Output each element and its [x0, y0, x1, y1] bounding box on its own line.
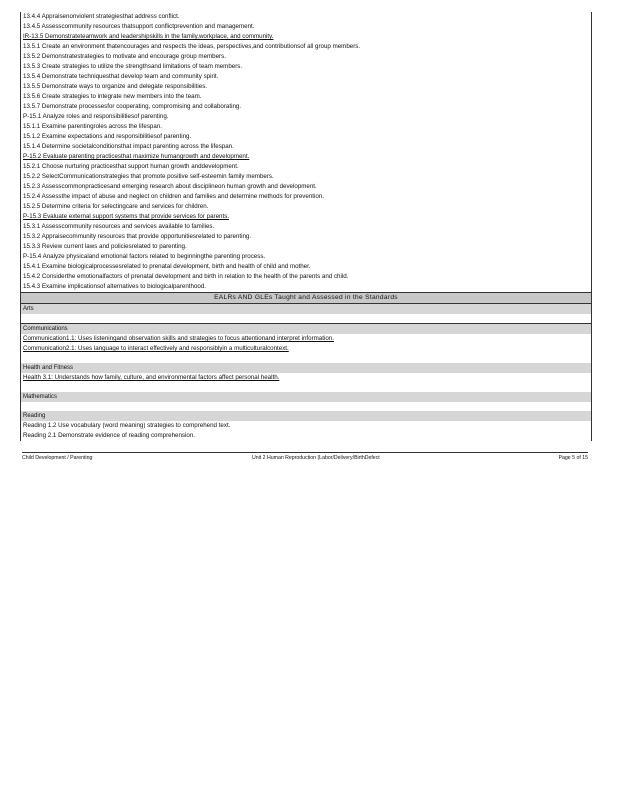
mathematics-content [21, 402, 591, 411]
standard-line: 15.2.2 SelectCommunicationstrategies that promote positive self-esteemin family members. [23, 173, 274, 180]
standard-line: 13.5.2 Demonstratestrategies to motivate and encourage group members. [23, 53, 226, 60]
standard-line: 15.4.2 Considerthe emotionalfactors of prenatal development and birth in relation to the health of the parents and child. [23, 273, 349, 280]
standard-line: 13.5.3 Create strategies to utilize the strengthsand limitations of team members. [23, 63, 243, 70]
arts-content [21, 314, 591, 324]
standards-list [21, 12, 591, 292]
standard-line: 15.3.2 Appraisecommunity resources that provide opportunitiesrelated to parenting. [23, 233, 252, 240]
standard-line: 13.5.5 Demonstrate ways to organize and delegate responsibilities. [23, 83, 208, 90]
reading-standard: Reading 1.2 Use vocabulary (word meaning) strategies to comprehend text. [23, 422, 231, 429]
standard-line: 15.1.2 Examine expectations and responsibilitiesof parenting. [23, 133, 192, 140]
standard-line: 13.4.4 Appraisenonviolent strategiesthat address conflict. [23, 13, 180, 20]
communications-standard: Communication1.1: Uses listeningand observation skills and strategies to focus attentionand interpret information. [23, 335, 334, 342]
standard-line: 15.3.1 Assesscommunity resources and services available to families. [23, 223, 215, 230]
standard-line: 13.5.1 Create an environment thatencourages and respects the ideas, perspectives,and contributionsof all group members. [23, 43, 361, 50]
health-standard: Health 3.1: Understands how family, culture, and environmental factors affect personal health. [23, 374, 280, 381]
footer-page-number: Page 5 of 15 [558, 455, 588, 461]
page-footer [22, 452, 588, 463]
standard-line: 15.1.1 Examine parentingroles across the lifespan. [23, 123, 162, 130]
spacer [21, 354, 591, 363]
standard-line: 13.5.6 Create strategies to integrate new members into the team. [23, 93, 202, 100]
spacer [21, 383, 591, 392]
standard-line: 13.5.7 Demonstrate processesfor cooperating, compromising and collaborating. [23, 103, 242, 110]
subject-health: Health and Fitness [21, 363, 591, 373]
communications-standard: Communication2.1: Uses language to interact effectively and responsiblyin a multiculturalcontext. [23, 345, 289, 352]
standard-line: P-15.4 Analyze physicaland emotional factors related to beginningthe parenting process. [23, 253, 266, 260]
footer-course: Child Development / Parenting [22, 455, 93, 461]
subject-reading: Reading [21, 411, 591, 421]
standard-line: 15.4.3 Examine implicationsof alternatives to biologicalparenthood. [23, 283, 206, 290]
standard-line: 15.3.3 Review current laws and policiesrelated to parenting. [23, 243, 187, 250]
standard-line: IR-13.5 Demonstrateteamwork and leadershipskills in the family,workplace, and community. [23, 33, 274, 40]
reading-standard: Reading 2.1 Demonstrate evidence of reading comprehension. [23, 432, 195, 439]
standard-line: 15.2.1 Choose nurturing practicesthat support human growth anddevelopment. [23, 163, 239, 170]
standard-line: P-15.1 Analyze roles and responsibilitiesof parenting. [23, 113, 169, 120]
standard-line: 13.5.4 Demonstrate techniquesthat develop team and community spirit. [23, 73, 219, 80]
footer-unit: Unit 2 Human Reproduction (Labor/Delivery/BirthDefect [252, 455, 380, 461]
standard-line: 15.2.5 Determine criteria for selectingcare and services for children. [23, 203, 209, 210]
standards-table [20, 12, 592, 441]
subject-communications: Communications [21, 324, 591, 334]
standard-line: P-15.3 Evaluate external support systems that provide services for parents. [23, 213, 230, 220]
standard-line: 13.4.5 Assesscommunity resources thatsupport conflictprevention and management. [23, 23, 255, 30]
standard-line: P-15.2 Evaluate parenting practicesthat maximize humangrowth and development. [23, 153, 250, 160]
standard-line: 15.2.4 Assessthe impact of abuse and neglect on children and families and determine methods for prevention. [23, 193, 324, 200]
subject-arts: Arts [21, 304, 591, 314]
standard-line: 15.1.4 Determine societalconditionsthat impact parenting across the lifespan. [23, 143, 234, 150]
ealrs-header: EALRs AND GLEs Taught and Assessed in the Standards [21, 292, 591, 304]
standard-line: 15.4.1 Examine biologicalprocessesrelated to prenatal development, birth and health of child and mother. [23, 263, 311, 270]
subject-mathematics: Mathematics [21, 392, 591, 402]
standard-line: 15.2.3 Assesscommonpracticesand emerging research about disciplineon human growth and development. [23, 183, 317, 190]
